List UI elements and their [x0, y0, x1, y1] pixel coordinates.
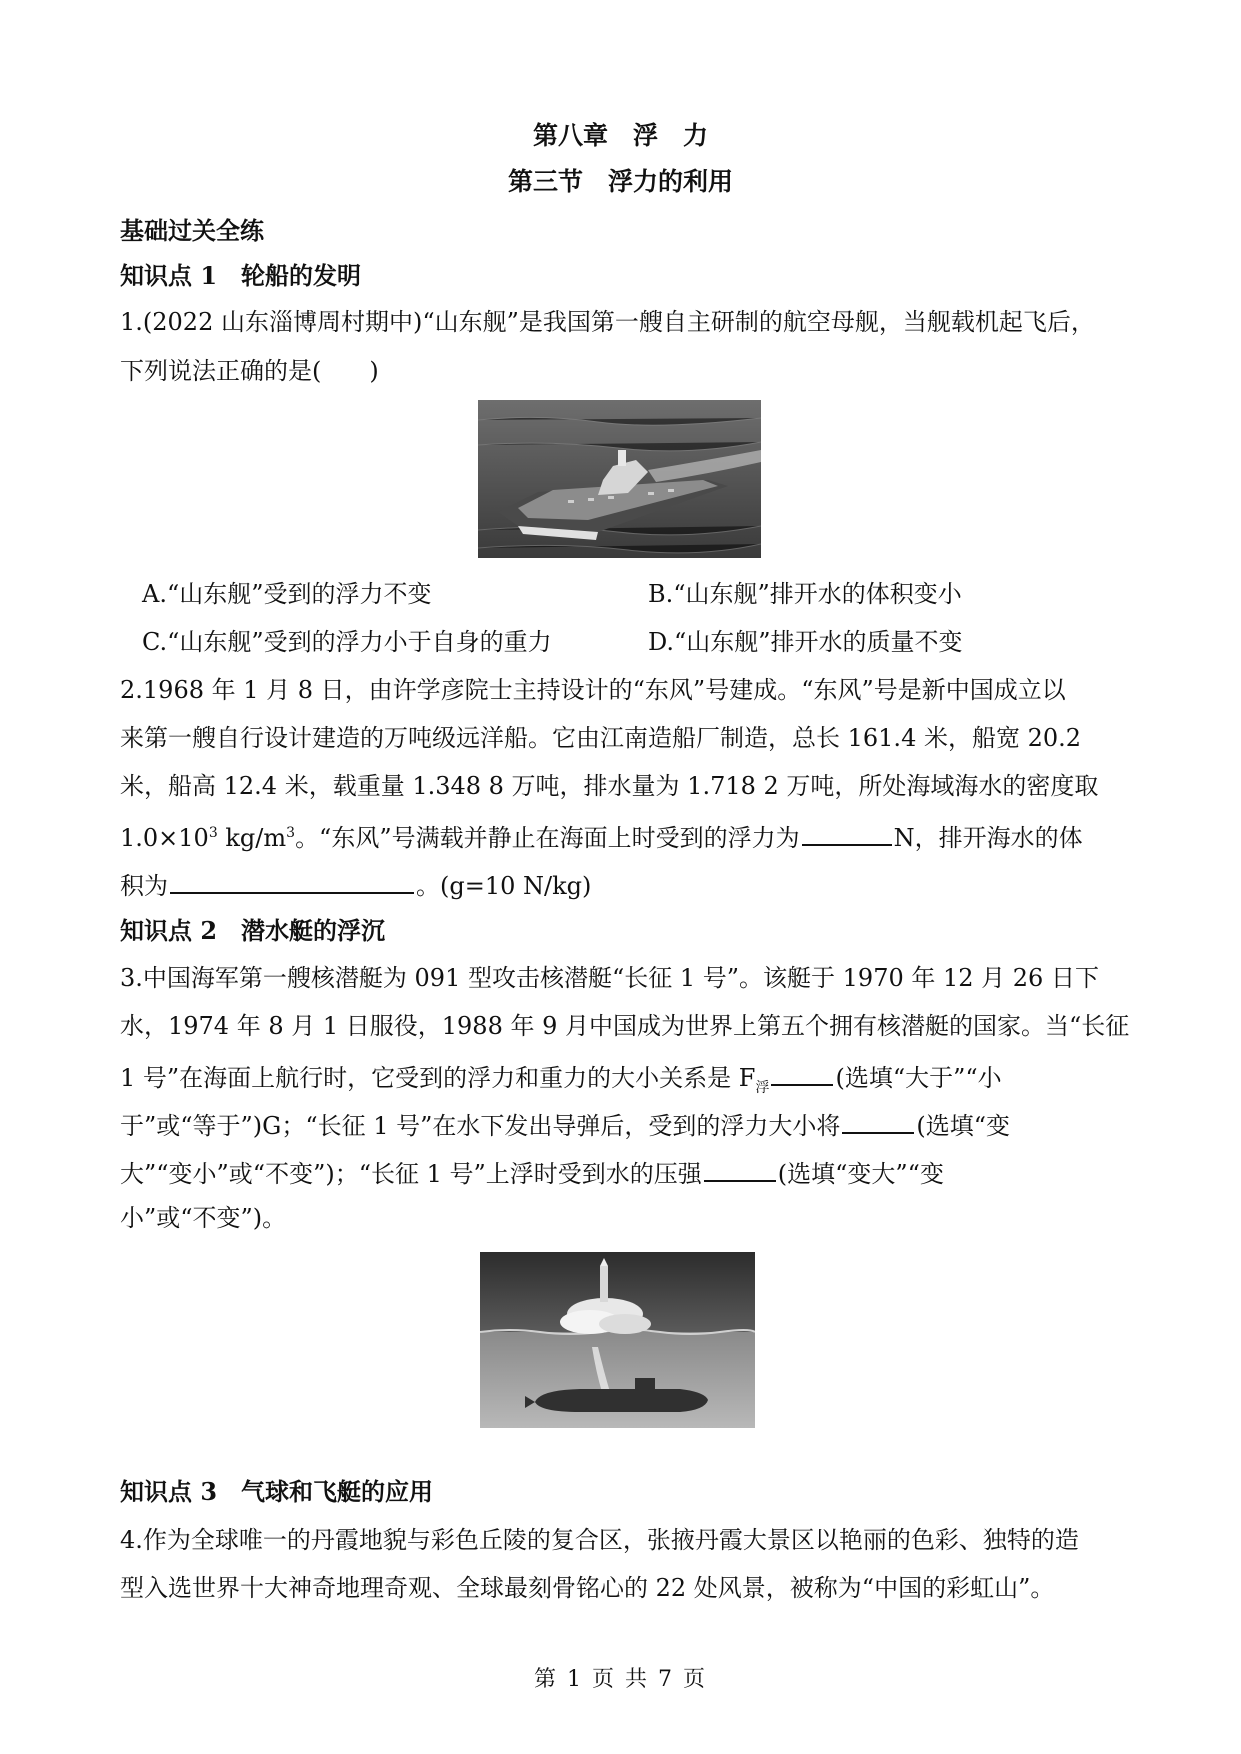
- answer-blank-missile[interactable]: [842, 1106, 914, 1134]
- q2-volume-question: N，排开海水的体: [893, 824, 1083, 852]
- answer-blank-buoyancy[interactable]: [802, 818, 892, 846]
- exponent: 3: [208, 825, 218, 841]
- q3-choice-hint-2: (选填“变: [916, 1112, 1011, 1140]
- q2-line-2: 来第一艘自行设计建造的万吨级远洋船。它由江南造船厂制造，总长 161.4 米，船宽 20.2: [120, 724, 1082, 752]
- q4-line-2: 型入选世界十大神奇地理奇观、全球最刻骨铭心的 22 处风景，被称为“中国的彩虹山”。: [120, 1574, 1055, 1602]
- q2-line-1: 2.1968 年 1 月 8 日，由许学彦院士主持设计的“东风”号建成。“东风”号是新中国成立以: [120, 676, 1066, 704]
- knowledge-point-3: 知识点 3 气球和飞艇的应用: [120, 1477, 434, 1506]
- q4-line-1: 4.作为全球唯一的丹霞地貌与彩色丘陵的复合区，张掖丹霞大景区以艳丽的色彩、独特的造: [120, 1526, 1079, 1554]
- q1-option-c: C.“山东舰”受到的浮力小于自身的重力: [142, 628, 552, 656]
- exercise-heading: 基础过关全练: [120, 216, 264, 245]
- answer-blank-pressure[interactable]: [704, 1154, 776, 1182]
- q3-line-1: 3.中国海军第一艘核潜艇为 091 型攻击核潜艇“长征 1 号”。该艇于 1970 年 12 月 26 日下: [120, 964, 1099, 992]
- q1-option-a: A.“山东舰”受到的浮力不变: [142, 580, 432, 608]
- q3-line-2: 水，1974 年 8 月 1 日服役，1988 年 9 月中国成为世界上第五个拥有核潜艇的国家。当“长征: [120, 1012, 1130, 1040]
- q2-line-4: [120, 818, 1083, 854]
- q2-buoyancy-question: 。“东风”号满载并静止在海面上时受到的浮力为: [295, 824, 800, 852]
- answer-blank-compare[interactable]: [771, 1058, 833, 1086]
- q1-line-1: 1.(2022 山东淄博周村期中)“山东舰”是我国第一艘自主研制的航空母舰，当舰载机起飞后，: [120, 308, 1095, 336]
- q1-option-d: D.“山东舰”排开水的质量不变: [648, 628, 963, 656]
- q2-density-value: 1.0×10: [120, 824, 209, 852]
- q2-density-unit: kg/m: [217, 824, 287, 852]
- q2-line-5: [120, 866, 591, 902]
- q2-volume-label: 积为: [120, 872, 168, 900]
- q3-choice-hint-3: (选填“变大”“变: [777, 1160, 944, 1188]
- q3-line-3: [120, 1058, 1002, 1094]
- q3-line-5: [120, 1154, 944, 1190]
- q2-gravity-note: 。(g=10 N/kg): [416, 872, 592, 900]
- submarine-launch-photo: [480, 1252, 755, 1428]
- q1-option-b: B.“山东舰”排开水的体积变小: [648, 580, 962, 608]
- knowledge-point-2: 知识点 2 潜水艇的浮沉: [120, 916, 386, 945]
- q2-line-3: 米，船高 12.4 米，载重量 1.348 8 万吨，排水量为 1.718 2 万吨，所处海域海水的密度取: [120, 772, 1099, 800]
- subscript-float: 浮: [755, 1079, 770, 1096]
- aircraft-carrier-photo: [478, 400, 761, 558]
- chapter-title: 第八章 浮 力: [532, 121, 708, 150]
- q3-missile-question: 于”或“等于”)G；“长征 1 号”在水下发出导弹后，受到的浮力大小将: [120, 1112, 841, 1140]
- q3-buoyancy-compare: 1 号”在海面上航行时，它受到的浮力和重力的大小关系是 F: [120, 1064, 756, 1092]
- section-title: 第三节 浮力的利用: [507, 167, 733, 196]
- q3-choice-hint-1: (选填“大于”“小: [835, 1064, 1002, 1092]
- answer-blank-volume[interactable]: [170, 866, 414, 894]
- knowledge-point-1: 知识点 1 轮船的发明: [120, 261, 362, 290]
- q3-pressure-question: 大”“变小”或“不变”)；“长征 1 号”上浮时受到水的压强: [120, 1160, 702, 1188]
- q3-line-6: 小”或“不变”)。: [120, 1204, 287, 1232]
- exponent: 3: [286, 825, 296, 841]
- page-footer: 第 1 页 共 7 页: [534, 1667, 707, 1692]
- q1-line-2: 下列说法正确的是( ): [120, 357, 379, 385]
- q3-line-4: [120, 1106, 1010, 1142]
